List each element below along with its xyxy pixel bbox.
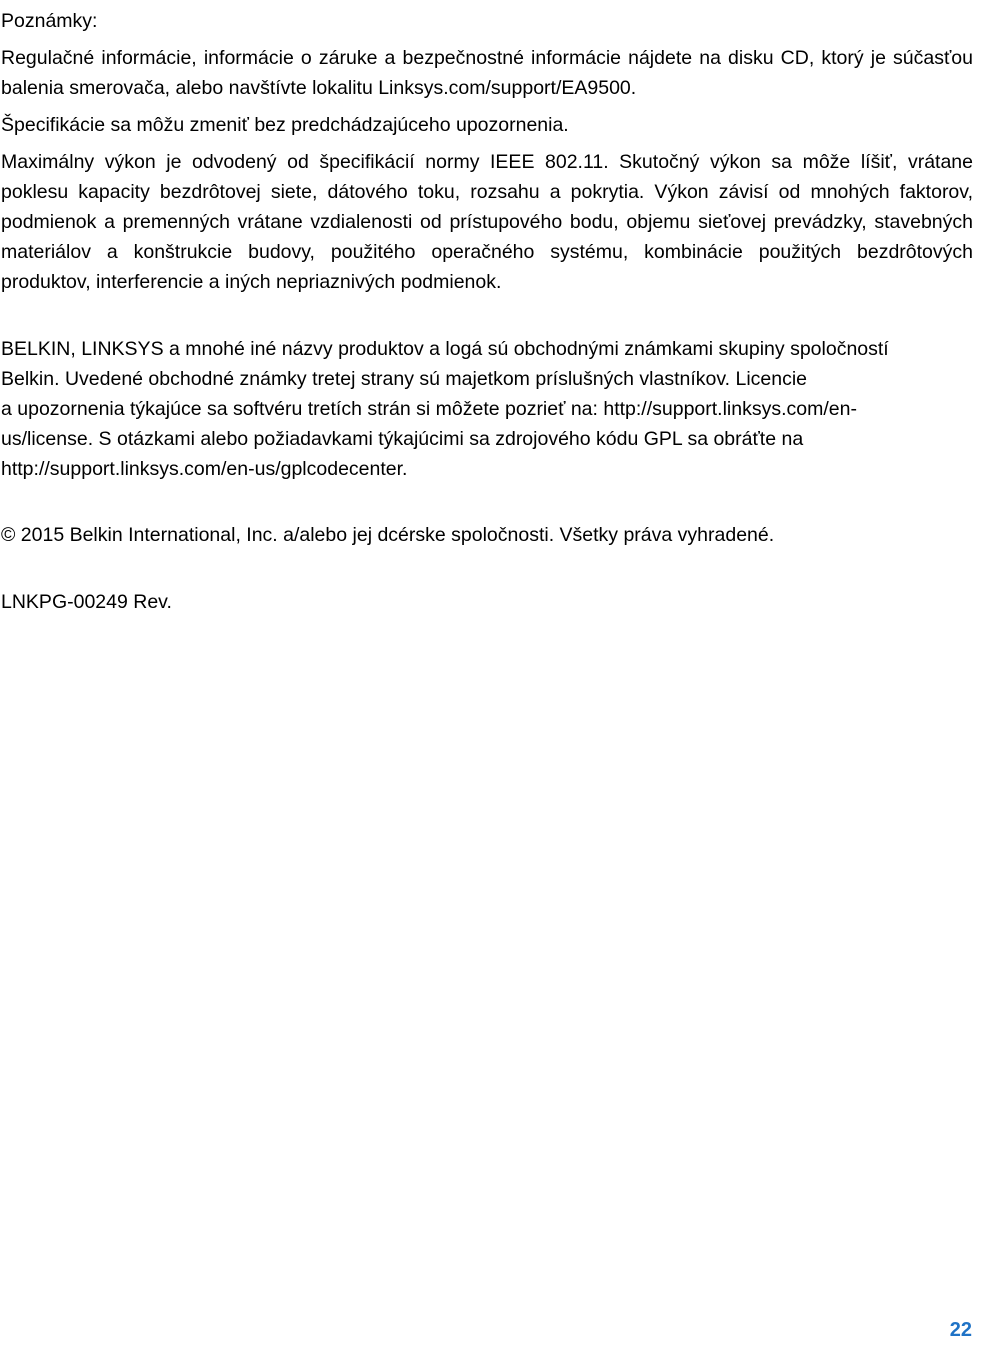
trademark-notice [1,334,973,484]
page-number: 22 [949,1319,972,1341]
notes-heading: Poznámky: [1,10,98,32]
trademark-line: BELKIN, LINKSYS a mnohé iné názvy produktov a logá sú obchodnými známkami skupiny spoločností [1,338,889,360]
part-number: LNKPG-00249 Rev. [1,591,172,613]
trademark-line: http://support.linksys.com/en-us/gplcodecenter. [1,458,408,480]
regulatory-note: Regulačné informácie, informácie o záruke a bezpečnostné informácie nájdete na disku CD, ktorý je súčasťou balenia smerovača, alebo navštívte lokalitu Linksys.com/support/EA9500. [1,47,973,99]
trademark-line: Belkin. Uvedené obchodné známky tretej strany sú majetkom príslušných vlastníkov. Licencie [1,368,808,390]
page-content [1,6,973,617]
copyright-notice: © 2015 Belkin International, Inc. a/alebo jej dcérske spoločnosti. Všetky práva vyhradené. [1,524,775,546]
trademark-line: a upozornenia týkajúce sa softvéru tretích strán si môžete pozrieť na: http://support.linksys.com/en- [1,398,857,420]
trademark-line: us/license. S otázkami alebo požiadavkami týkajúcimi sa zdrojového kódu GPL sa obráťte na [1,428,804,450]
specifications-note: Špecifikácie sa môžu zmeniť bez predchádzajúceho upozornenia. [1,114,569,136]
performance-note: Maximálny výkon je odvodený od špecifikácií normy IEEE 802.11. Skutočný výkon sa môže líšiť, vrátane poklesu kapacity bezdrôtovej siete, dátového toku, rozsahu a pokrytia. Výkon závisí od mnohých faktorov, podmienok a premenných vrátane vzdialenosti od prístupového bodu, objemu sieťovej prevádzky, stavebných materiálov a konštrukcie budovy, použitého operačného systému, kombinácie použitých bezdrôtových produktov, interferencie a iných nepriaznivých podmienok. [1,151,973,293]
